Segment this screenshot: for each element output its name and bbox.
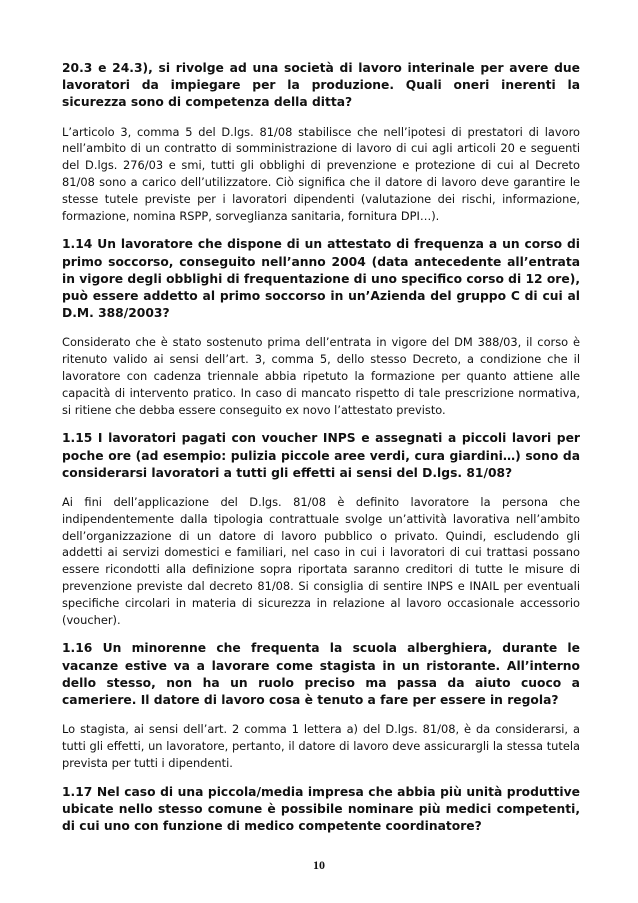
answer-paragraph: Lo stagista, ai sensi dell’art. 2 comma 1 lettera a) del D.lgs. 81/08, è da considerarsi, a tutti gli effetti, un lavoratore, pertanto, il datore di lavoro deve assicurargli la stessa tutela prevista per tutti i dipendenti. — [62, 722, 580, 770]
question-1-17: 1.17 Nel caso di una piccola/media impresa che abbia più unità produttive ubicate nello stesso comune è possibile nominare più medici competenti, di cui uno con funzione di medico competente coordinatore? — [62, 784, 580, 833]
answer-paragraph: L’articolo 3, comma 5 del D.lgs. 81/08 stabilisce che nell’ipotesi di prestatori di lavoro nell’ambito di un contratto di somministrazione di lavoro di cui agli articoli 20 e seguenti del D.lgs. 276/03 e smi, tutti gli obblighi di prevenzione e protezione di cui al Decreto 81/08 sono a carico dell’utilizzatore. Ciò significa che il datore di lavoro deve garantire le stesse tutele previste per i lavoratori dipendenti (valutazione dei rischi, informazione, formazione, nomina RSPP, sorveglianza sanitaria, fornitura DPI…). — [62, 124, 580, 223]
question-1-16: 1.16 Un minorenne che frequenta la scuola alberghiera, durante le vacanze estive va a lavorare come stagista in un ristorante. All’interno dello stesso, non ha un ruolo preciso ma passa da aiuto cuoco a cameriere. Il datore di lavoro cosa è tenuto a fare per essere in regola? — [62, 641, 580, 707]
answer-paragraph: Considerato che è stato sostenuto prima dell’entrata in vigore del DM 388/03, il corso è ritenuto valido ai sensi dell’art. 3, comma 5, dello stesso Decreto, a condizione che il lavoratore con cadenza triennale abbia ripetuto la formazione per quanto attiene alle capacità di intervento pratico. In caso di mancato rispetto di tale prescrizione normativa, si ritiene che debba essere conseguito ex novo l’attestato previsto. — [62, 335, 580, 417]
question-1-14: 1.14 Un lavoratore che dispone di un attestato di frequenza a un corso di primo soccorso, conseguito nell’anno 2004 (data antecedente all’entrata in vigore degli obblighi di frequentazione di uno specifico corso di 12 ore), può essere addetto al primo soccorso in un’Azienda del gruppo C di cui al D.M. 388/2003? — [62, 237, 581, 321]
question-continued: 20.3 e 24.3), si rivolge ad una società di lavoro interinale per avere due lavoratori da impiegare per la produzione. Quali oneri inerenti la sicurezza sono di competenza della ditta? — [62, 61, 580, 110]
answer-paragraph: Ai fini dell’applicazione del D.lgs. 81/08 è definito lavoratore la persona che indipendentemente dalla tipologia contrattuale svolge un’attività lavorativa nell’ambito dell’organizzazione di un datore di lavoro pubblico o privato. Quindi, escludendo gli addetti ai servizi domestici e familiari, nel caso in cui i lavoratori di cui trattasi possano essere ricondotti alla definizione sopra riportata saranno creditori di tutte le misure di prevenzione previste dal decreto 81/08. Si consiglia di sentire INPS e INAIL per eventuali specifiche circolari in materia di sicurezza in relazione al lavoro occasionale accessorio (voucher). — [62, 495, 580, 627]
question-1-15: 1.15 I lavoratori pagati con voucher INPS e assegnati a piccoli lavori per poche ore (ad esempio: pulizia piccole aree verdi, cura giardini…) sono da considerarsi lavoratori a tutti gli effetti ai sensi del D.lgs. 81/08? — [62, 431, 580, 480]
page-number: 10 — [313, 858, 325, 872]
document-body — [62, 60, 580, 847]
